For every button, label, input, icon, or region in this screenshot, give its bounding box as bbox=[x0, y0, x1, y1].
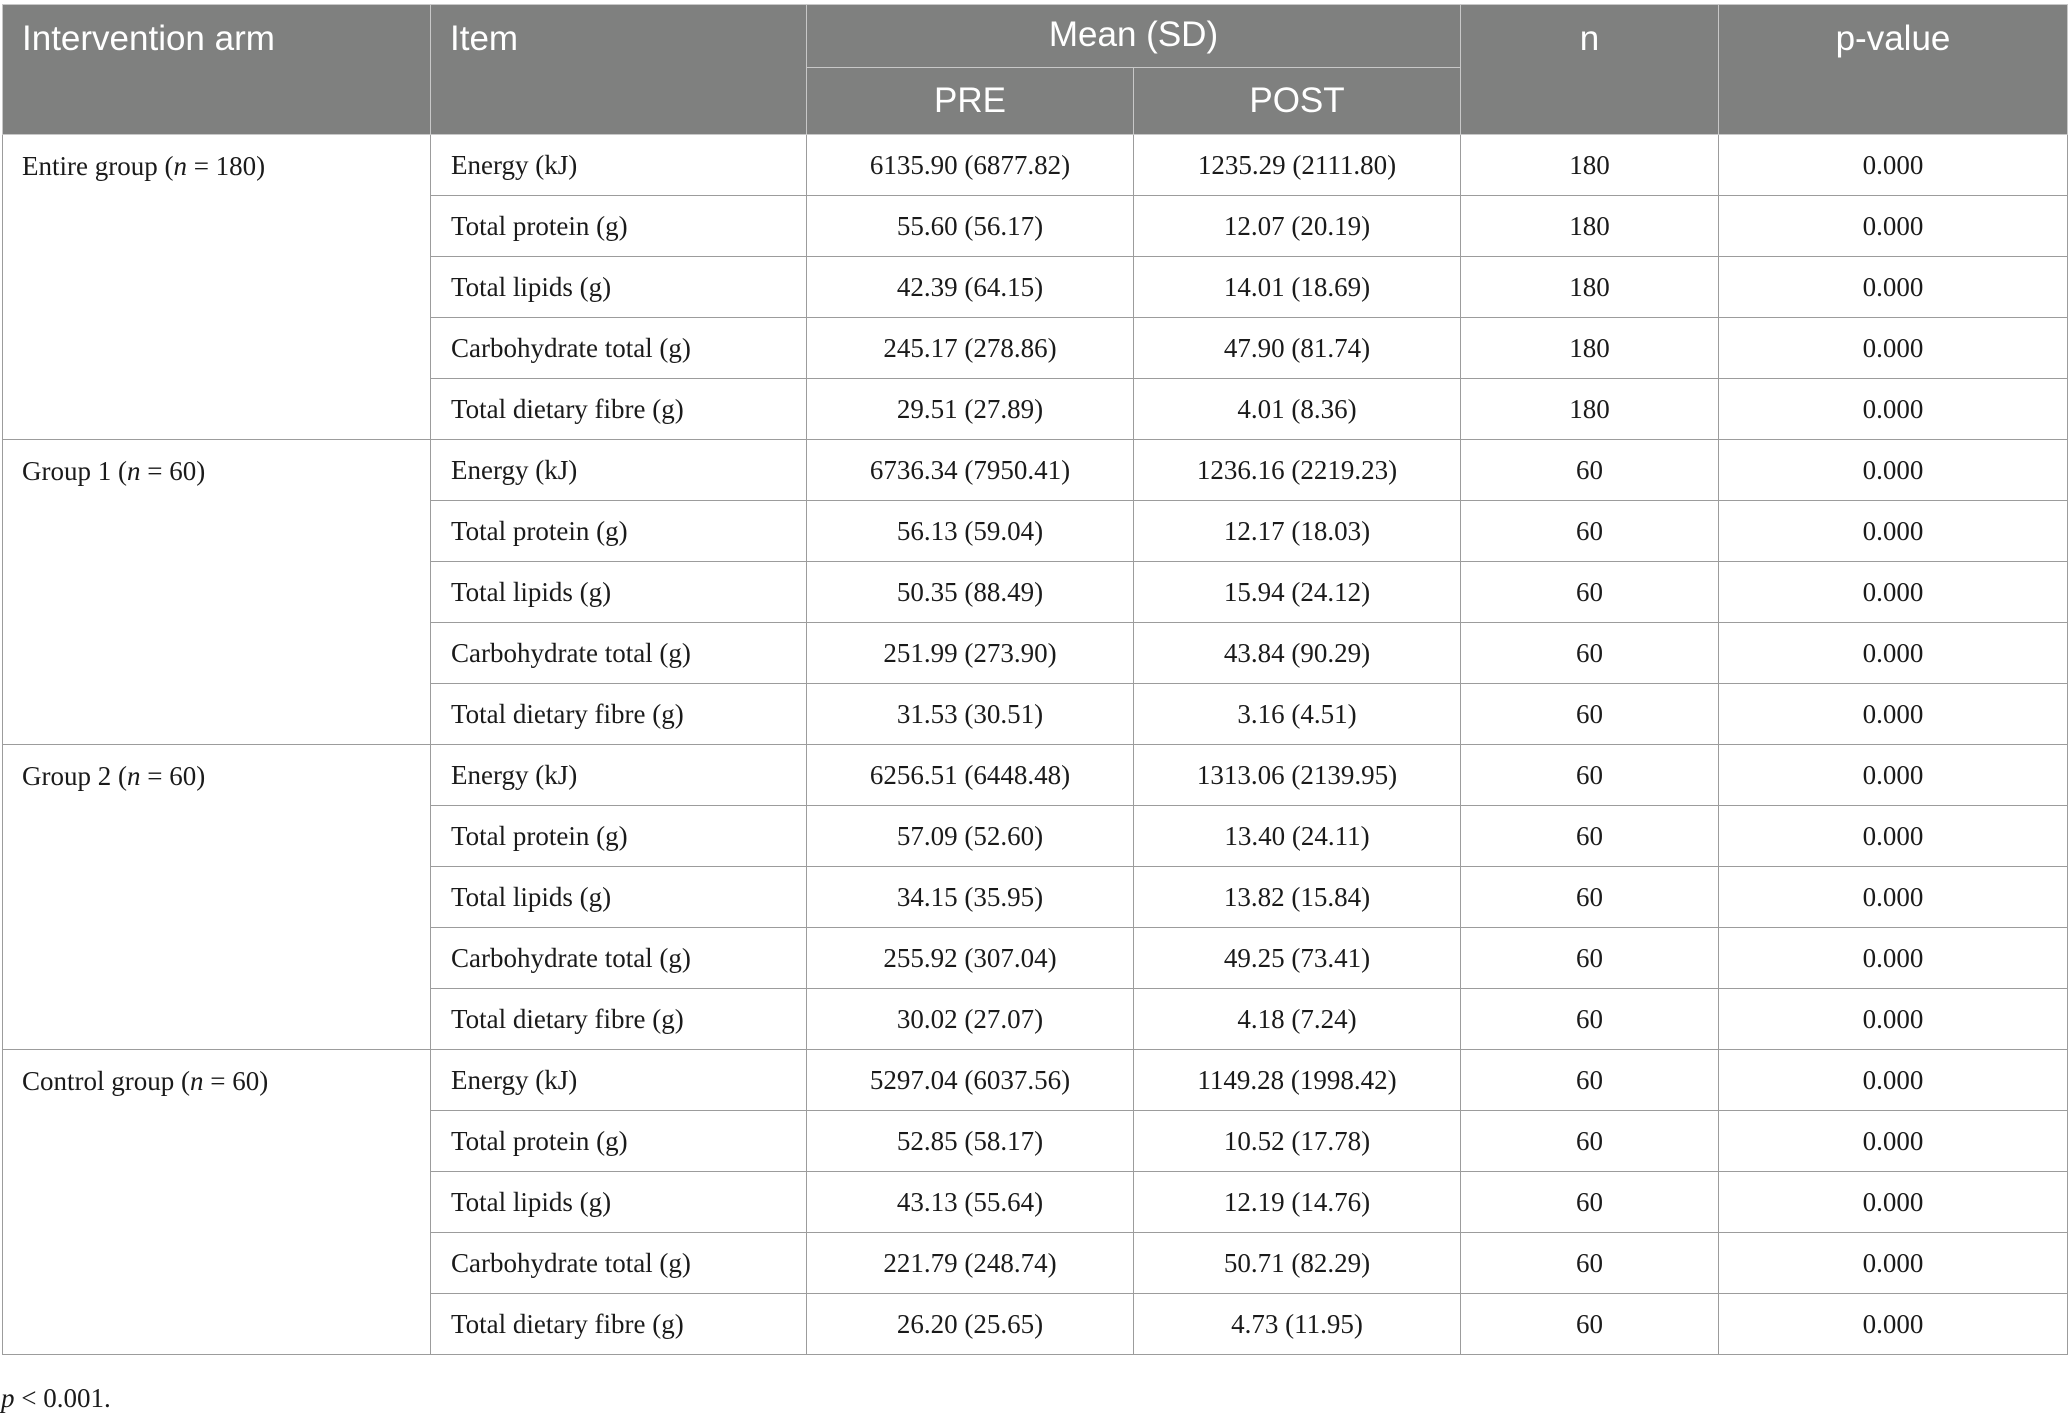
item-cell: Total protein (g) bbox=[431, 196, 807, 257]
post-mean-sd-cell: 50.71 (82.29) bbox=[1134, 1233, 1461, 1294]
item-cell: Carbohydrate total (g) bbox=[431, 1233, 807, 1294]
table-row bbox=[3, 745, 2068, 806]
pre-mean-sd-cell: 57.09 (52.60) bbox=[807, 806, 1134, 867]
table-row bbox=[3, 1050, 2068, 1111]
item-cell: Total protein (g) bbox=[431, 806, 807, 867]
n-cell: 60 bbox=[1461, 806, 1719, 867]
pre-mean-sd-cell: 255.92 (307.04) bbox=[807, 928, 1134, 989]
pre-mean-sd-cell: 251.99 (273.90) bbox=[807, 623, 1134, 684]
p-value-cell: 0.000 bbox=[1719, 928, 2068, 989]
pre-mean-sd-cell: 6256.51 (6448.48) bbox=[807, 745, 1134, 806]
pre-mean-sd-cell: 6736.34 (7950.41) bbox=[807, 440, 1134, 501]
post-mean-sd-cell: 12.07 (20.19) bbox=[1134, 196, 1461, 257]
post-mean-sd-cell: 1235.29 (2111.80) bbox=[1134, 135, 1461, 196]
n-cell: 60 bbox=[1461, 1172, 1719, 1233]
header-mean-sd: Mean (SD) bbox=[807, 5, 1461, 68]
table-body bbox=[3, 135, 2068, 1355]
item-cell: Energy (kJ) bbox=[431, 745, 807, 806]
n-cell: 60 bbox=[1461, 501, 1719, 562]
p-value-cell: 0.000 bbox=[1719, 379, 2068, 440]
table-row bbox=[3, 440, 2068, 501]
p-value-cell: 0.000 bbox=[1719, 257, 2068, 318]
header-p-value: p-value bbox=[1719, 5, 2068, 135]
item-cell: Total lipids (g) bbox=[431, 562, 807, 623]
post-mean-sd-cell: 10.52 (17.78) bbox=[1134, 1111, 1461, 1172]
nutrient-intake-table bbox=[2, 4, 2068, 1355]
n-cell: 60 bbox=[1461, 1111, 1719, 1172]
p-value-cell: 0.000 bbox=[1719, 1050, 2068, 1111]
pre-mean-sd-cell: 245.17 (278.86) bbox=[807, 318, 1134, 379]
arm-n-value: = 180) bbox=[186, 151, 266, 181]
item-cell: Energy (kJ) bbox=[431, 135, 807, 196]
arm-n-value: = 60) bbox=[203, 1066, 269, 1096]
n-cell: 180 bbox=[1461, 196, 1719, 257]
p-value-cell: 0.000 bbox=[1719, 806, 2068, 867]
post-mean-sd-cell: 14.01 (18.69) bbox=[1134, 257, 1461, 318]
n-cell: 60 bbox=[1461, 1294, 1719, 1355]
table-header bbox=[3, 5, 2068, 135]
post-mean-sd-cell: 15.94 (24.12) bbox=[1134, 562, 1461, 623]
p-value-cell: 0.000 bbox=[1719, 135, 2068, 196]
pre-mean-sd-cell: 31.53 (30.51) bbox=[807, 684, 1134, 745]
p-value-cell: 0.000 bbox=[1719, 196, 2068, 257]
arm-n-symbol: n bbox=[190, 1066, 204, 1096]
post-mean-sd-cell: 13.82 (15.84) bbox=[1134, 867, 1461, 928]
item-cell: Total dietary fibre (g) bbox=[431, 379, 807, 440]
n-cell: 180 bbox=[1461, 135, 1719, 196]
intervention-arm-cell bbox=[3, 440, 431, 745]
pre-mean-sd-cell: 34.15 (35.95) bbox=[807, 867, 1134, 928]
post-mean-sd-cell: 1236.16 (2219.23) bbox=[1134, 440, 1461, 501]
n-cell: 60 bbox=[1461, 440, 1719, 501]
pre-mean-sd-cell: 26.20 (25.65) bbox=[807, 1294, 1134, 1355]
p-value-cell: 0.000 bbox=[1719, 989, 2068, 1050]
table-row bbox=[3, 135, 2068, 196]
intervention-arm-cell bbox=[3, 135, 431, 440]
arm-label: Group 1 ( bbox=[22, 456, 127, 486]
n-cell: 60 bbox=[1461, 1233, 1719, 1294]
footnote-text: < 0.001. bbox=[14, 1383, 111, 1413]
arm-label: Group 2 ( bbox=[22, 761, 127, 791]
arm-n-value: = 60) bbox=[140, 761, 206, 791]
p-value-cell: 0.000 bbox=[1719, 562, 2068, 623]
post-mean-sd-cell: 12.17 (18.03) bbox=[1134, 501, 1461, 562]
p-value-cell: 0.000 bbox=[1719, 1111, 2068, 1172]
item-cell: Total lipids (g) bbox=[431, 257, 807, 318]
post-mean-sd-cell: 47.90 (81.74) bbox=[1134, 318, 1461, 379]
item-cell: Total lipids (g) bbox=[431, 1172, 807, 1233]
post-mean-sd-cell: 49.25 (73.41) bbox=[1134, 928, 1461, 989]
pre-mean-sd-cell: 29.51 (27.89) bbox=[807, 379, 1134, 440]
pre-mean-sd-cell: 30.02 (27.07) bbox=[807, 989, 1134, 1050]
post-mean-sd-cell: 12.19 (14.76) bbox=[1134, 1172, 1461, 1233]
item-cell: Total dietary fibre (g) bbox=[431, 989, 807, 1050]
arm-n-symbol: n bbox=[126, 761, 141, 791]
post-mean-sd-cell: 4.73 (11.95) bbox=[1134, 1294, 1461, 1355]
p-value-cell: 0.000 bbox=[1719, 1172, 2068, 1233]
header-pre: PRE bbox=[807, 68, 1134, 135]
arm-n-symbol: n bbox=[173, 151, 187, 181]
item-cell: Total protein (g) bbox=[431, 1111, 807, 1172]
p-value-cell: 0.000 bbox=[1719, 440, 2068, 501]
header-intervention-arm: Intervention arm bbox=[3, 5, 431, 135]
n-cell: 60 bbox=[1461, 745, 1719, 806]
header-item: Item bbox=[431, 5, 807, 135]
item-cell: Total dietary fibre (g) bbox=[431, 1294, 807, 1355]
arm-label: Control group ( bbox=[22, 1066, 190, 1096]
p-value-cell: 0.000 bbox=[1719, 501, 2068, 562]
pre-mean-sd-cell: 55.60 (56.17) bbox=[807, 196, 1134, 257]
n-cell: 60 bbox=[1461, 562, 1719, 623]
post-mean-sd-cell: 4.01 (8.36) bbox=[1134, 379, 1461, 440]
item-cell: Energy (kJ) bbox=[431, 1050, 807, 1111]
pre-mean-sd-cell: 52.85 (58.17) bbox=[807, 1111, 1134, 1172]
item-cell: Carbohydrate total (g) bbox=[431, 623, 807, 684]
n-cell: 60 bbox=[1461, 989, 1719, 1050]
post-mean-sd-cell: 1149.28 (1998.42) bbox=[1134, 1050, 1461, 1111]
p-value-cell: 0.000 bbox=[1719, 1233, 2068, 1294]
item-cell: Total protein (g) bbox=[431, 501, 807, 562]
n-cell: 180 bbox=[1461, 318, 1719, 379]
pre-mean-sd-cell: 56.13 (59.04) bbox=[807, 501, 1134, 562]
p-value-cell: 0.000 bbox=[1719, 318, 2068, 379]
n-cell: 180 bbox=[1461, 379, 1719, 440]
p-value-cell: 0.000 bbox=[1719, 745, 2068, 806]
header-post: POST bbox=[1134, 68, 1461, 135]
p-value-cell: 0.000 bbox=[1719, 867, 2068, 928]
p-value-cell: 0.000 bbox=[1719, 1294, 2068, 1355]
n-cell: 60 bbox=[1461, 623, 1719, 684]
p-value-cell: 0.000 bbox=[1719, 684, 2068, 745]
arm-n-value: = 60) bbox=[140, 456, 206, 486]
pre-mean-sd-cell: 5297.04 (6037.56) bbox=[807, 1050, 1134, 1111]
post-mean-sd-cell: 4.18 (7.24) bbox=[1134, 989, 1461, 1050]
table-container bbox=[2, 4, 2068, 1355]
item-cell: Carbohydrate total (g) bbox=[431, 928, 807, 989]
item-cell: Carbohydrate total (g) bbox=[431, 318, 807, 379]
footnote bbox=[1, 1383, 111, 1414]
pre-mean-sd-cell: 42.39 (64.15) bbox=[807, 257, 1134, 318]
post-mean-sd-cell: 43.84 (90.29) bbox=[1134, 623, 1461, 684]
post-mean-sd-cell: 13.40 (24.11) bbox=[1134, 806, 1461, 867]
pre-mean-sd-cell: 50.35 (88.49) bbox=[807, 562, 1134, 623]
n-cell: 60 bbox=[1461, 928, 1719, 989]
arm-label: Entire group ( bbox=[22, 151, 174, 181]
pre-mean-sd-cell: 43.13 (55.64) bbox=[807, 1172, 1134, 1233]
p-value-cell: 0.000 bbox=[1719, 623, 2068, 684]
footnote-p-symbol: p bbox=[1, 1383, 15, 1413]
item-cell: Energy (kJ) bbox=[431, 440, 807, 501]
arm-n-symbol: n bbox=[126, 456, 141, 486]
item-cell: Total lipids (g) bbox=[431, 867, 807, 928]
n-cell: 180 bbox=[1461, 257, 1719, 318]
intervention-arm-cell bbox=[3, 1050, 431, 1355]
n-cell: 60 bbox=[1461, 684, 1719, 745]
intervention-arm-cell bbox=[3, 745, 431, 1050]
header-n: n bbox=[1461, 5, 1719, 135]
n-cell: 60 bbox=[1461, 1050, 1719, 1111]
pre-mean-sd-cell: 6135.90 (6877.82) bbox=[807, 135, 1134, 196]
n-cell: 60 bbox=[1461, 867, 1719, 928]
post-mean-sd-cell: 3.16 (4.51) bbox=[1134, 684, 1461, 745]
post-mean-sd-cell: 1313.06 (2139.95) bbox=[1134, 745, 1461, 806]
item-cell: Total dietary fibre (g) bbox=[431, 684, 807, 745]
pre-mean-sd-cell: 221.79 (248.74) bbox=[807, 1233, 1134, 1294]
